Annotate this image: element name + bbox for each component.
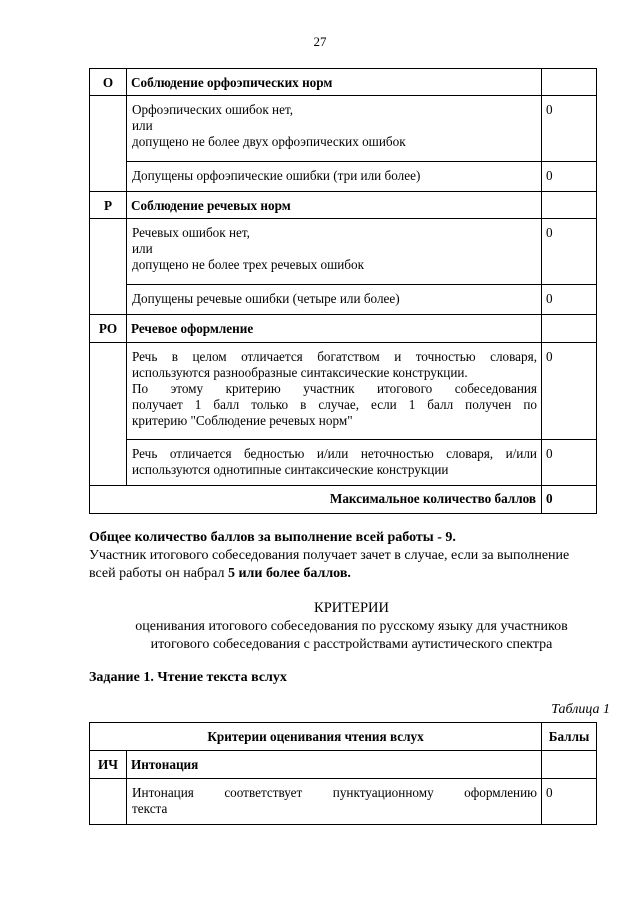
- table-row: [90, 69, 597, 96]
- description-line: допущено не более двух орфоэпических ошибок: [132, 134, 406, 149]
- table-row: [90, 751, 597, 779]
- criterion-description: [127, 343, 542, 440]
- table-row: [90, 343, 597, 440]
- criterion-title: Соблюдение речевых норм: [127, 192, 542, 219]
- score-value: 0: [542, 162, 597, 192]
- code-cell-empty: [90, 779, 127, 825]
- page-number: 27: [313, 34, 327, 49]
- criteria-table-task1: [89, 722, 597, 825]
- table-row: [90, 779, 597, 825]
- score-value: 0: [542, 219, 597, 285]
- criterion-description: [127, 162, 542, 192]
- table-row: [90, 192, 597, 219]
- criteria-heading-title: КРИТЕРИИ: [314, 600, 389, 616]
- criterion-description: [127, 779, 542, 825]
- code-cell-empty: [90, 343, 127, 486]
- table-row: [90, 219, 597, 285]
- max-score-value: 0: [542, 486, 597, 514]
- criterion-description: [127, 96, 542, 162]
- task1-heading: Задание 1. Чтение текста вслух: [89, 670, 287, 685]
- pass-threshold: 5 или более баллов.: [227, 566, 351, 581]
- description-line: Интонация соответствует пунктуационному оформлению: [132, 785, 538, 800]
- table-caption: Таблица 1: [551, 702, 610, 717]
- description-line: Речь в целом отличается богатством и точностью словаря,: [132, 349, 537, 364]
- pass-condition-line: Участник итогового собеседования получает зачет в случае, если за выполнение: [89, 548, 570, 563]
- criteria-heading-line: итогового собеседования с расстройствами аутистического спектра: [150, 637, 553, 652]
- total-score-line: Общее количество баллов за выполнение всей работы - 9.: [89, 530, 456, 545]
- description-line: используются однотипные синтаксические конструкции: [132, 462, 449, 477]
- column-header-criteria: Критерии оценивания чтения вслух: [90, 723, 542, 751]
- description-line: получает 1 балл только в случае, если 1 балл получен по: [132, 397, 537, 412]
- description-line: Речь отличается бедностью и/или неточностью словаря, и/или: [132, 446, 537, 461]
- description-line: Допущены орфоэпические ошибки (три или более): [132, 168, 421, 183]
- score-cell: [542, 751, 597, 779]
- criterion-title: Речевое оформление: [127, 315, 542, 343]
- score-value: 0: [542, 96, 597, 162]
- description-line: используются разнообразные синтаксические конструкции.: [132, 365, 468, 380]
- criterion-code: РО: [90, 315, 127, 343]
- criterion-description: [127, 219, 542, 285]
- score-value: 0: [542, 343, 597, 440]
- description-line: или: [132, 118, 153, 133]
- description-line: или: [132, 241, 153, 256]
- score-value: 0: [542, 440, 597, 486]
- table-row: [90, 486, 597, 514]
- criterion-code: О: [90, 69, 127, 96]
- criterion-code: ИЧ: [90, 751, 127, 779]
- criterion-title: Соблюдение орфоэпических норм: [127, 69, 542, 96]
- description-line: текста: [132, 801, 168, 816]
- description-line: Речевых ошибок нет,: [132, 225, 250, 240]
- code-cell-empty: [90, 96, 127, 192]
- score-value: 0: [542, 285, 597, 315]
- criterion-description: [127, 440, 542, 486]
- description-line: Орфоэпических ошибок нет,: [132, 102, 294, 117]
- pass-condition-continuation: [89, 565, 614, 582]
- criteria-heading-line: оценивания итогового собеседования по русскому языку для участников: [135, 619, 568, 634]
- description-line: По этому критерию участник итогового собеседования: [132, 381, 537, 396]
- table-header-row: [90, 723, 597, 751]
- description-line: критерию "Соблюдение речевых норм": [132, 413, 353, 428]
- table-row: [90, 285, 597, 315]
- column-header-points: Баллы: [542, 723, 597, 751]
- max-score-label: Максимальное количество баллов: [90, 486, 542, 514]
- description-line: допущено не более трех речевых ошибок: [132, 257, 365, 272]
- score-cell: [542, 315, 597, 343]
- criterion-code: Р: [90, 192, 127, 219]
- criterion-title: Интонация: [127, 751, 542, 779]
- table-row: [90, 315, 597, 343]
- description-line: Допущены речевые ошибки (четыре или более): [132, 291, 400, 306]
- pass-condition-prefix: всей работы он набрал: [89, 566, 228, 581]
- table-row: [90, 162, 597, 192]
- score-value: 0: [542, 779, 597, 825]
- table-row: [90, 96, 597, 162]
- table-row: [90, 440, 597, 486]
- score-cell: [542, 192, 597, 219]
- code-cell-empty: [90, 219, 127, 315]
- score-cell: [542, 69, 597, 96]
- criteria-table-top: [89, 68, 597, 514]
- criterion-description: [127, 285, 542, 315]
